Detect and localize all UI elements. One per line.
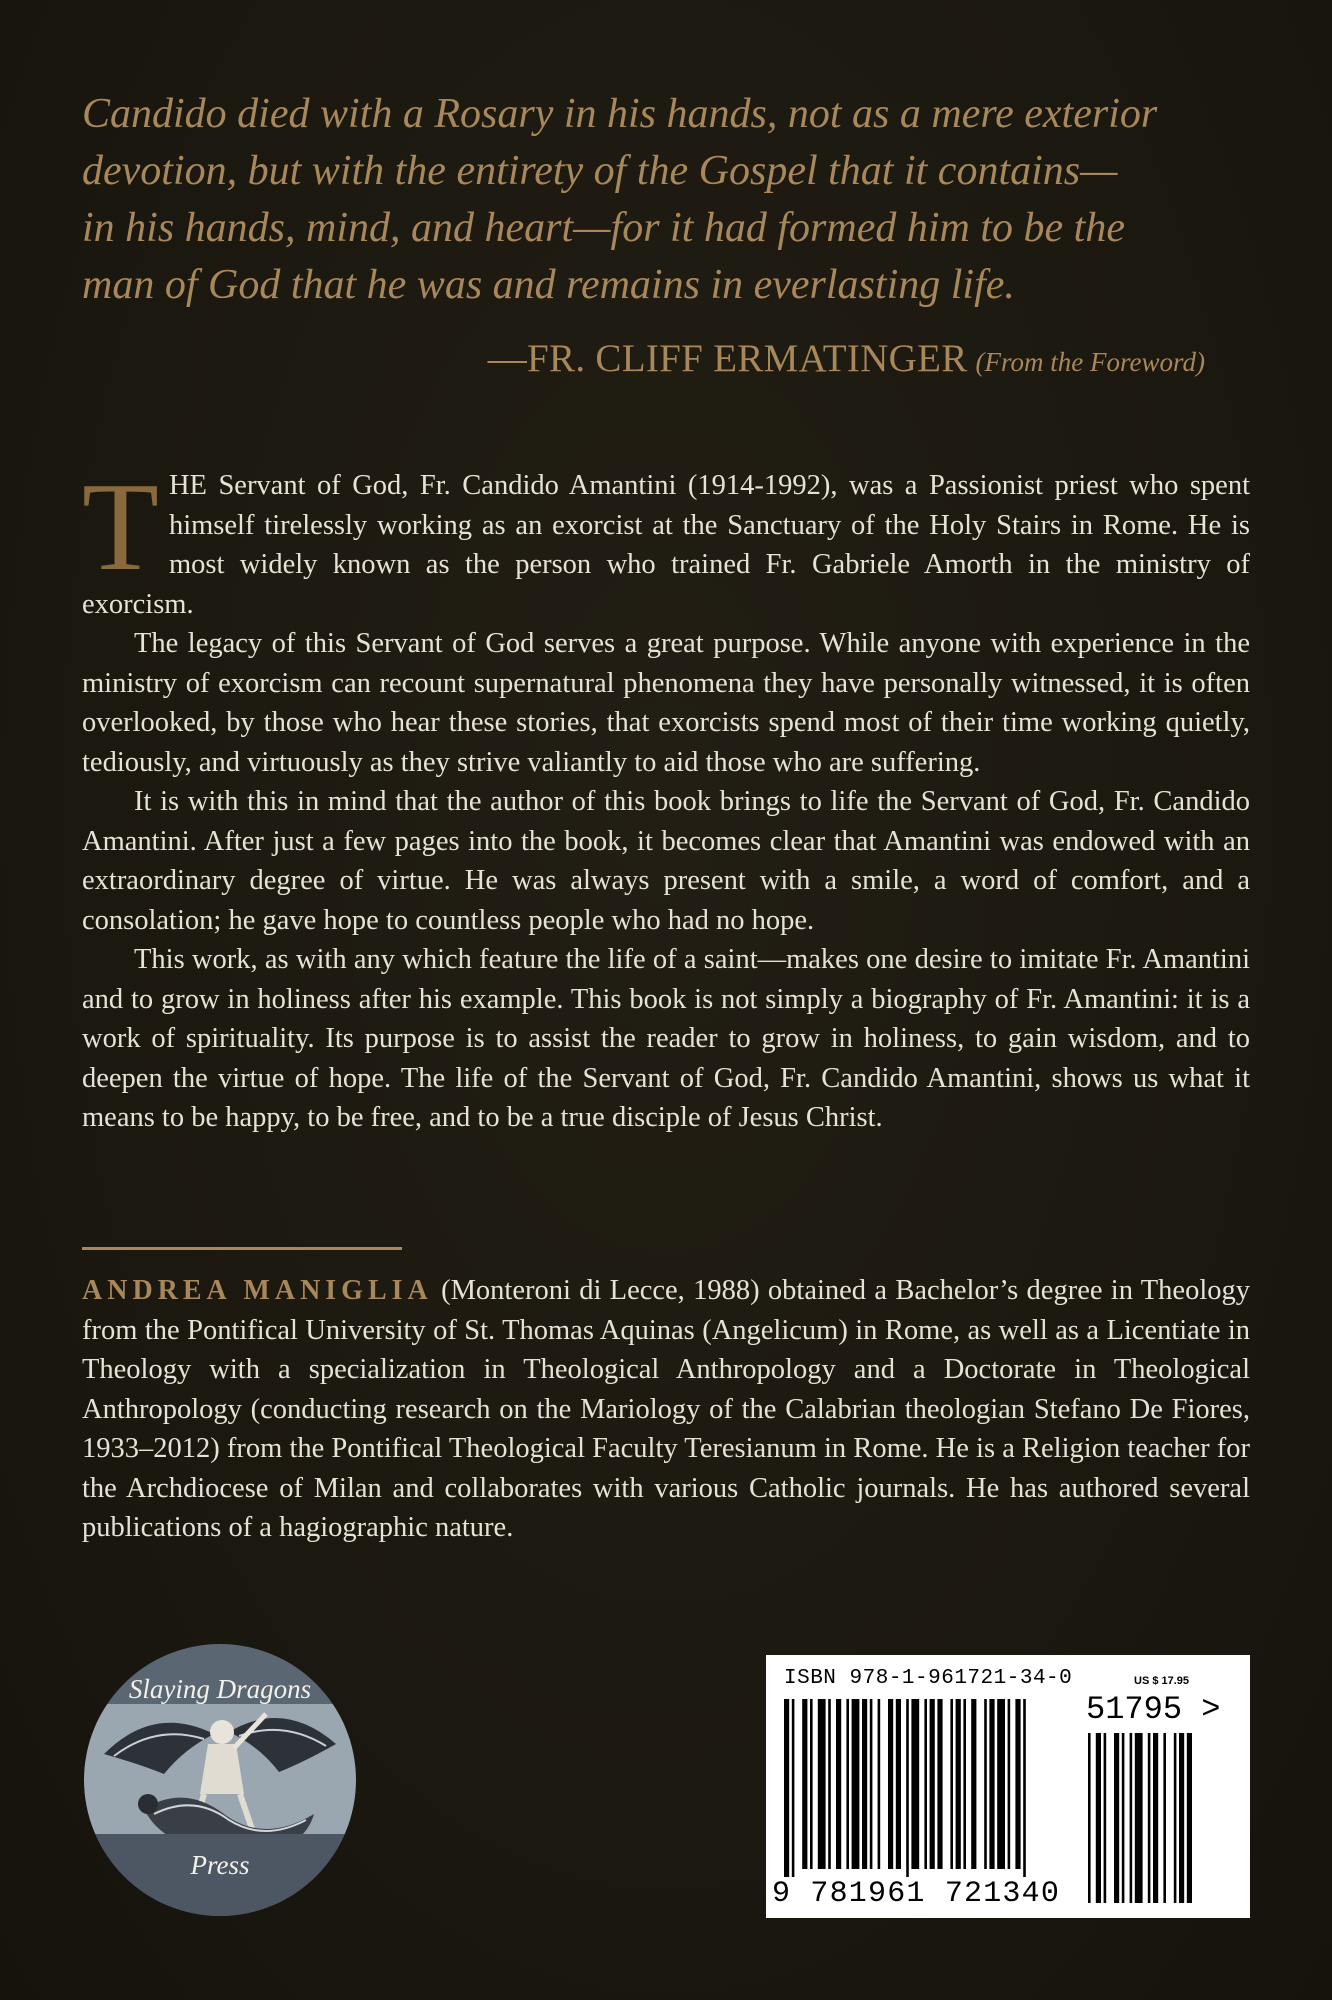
description-paragraph: The legacy of this Servant of God serves a great purpose. While anyone with experience in the ministry of exorcism can recount supernatural phenomena they have personally witnessed, it is often overlooked, by those who hear these stories, that exorcists spend most of their time working quietly, tediously, and virtuously as they strive valiantly to aid those who are suffering.: [82, 628, 1250, 778]
isbn-number: ISBN 978-1-961721-34-0: [784, 1667, 1073, 1690]
quote-line: in his hands, mind, and heart—for it had formed him to be the: [82, 205, 1125, 251]
drop-cap: T: [82, 458, 159, 597]
book-description: [82, 458, 1250, 1138]
barcode-addon-digits: 51795 >: [1086, 1691, 1221, 1728]
quote-line: Candido died with a Rosary in his hands, not as a mere exterior: [82, 91, 1158, 137]
author-bio-text: (Monteroni di Lecce, 1988) obtained a Bachelor’s degree in Theology from the Pontifical University of St. Thomas Aquinas (Angelicum) in Rome, as well as a Licentiate in Theology with a specialization in Theological Anthropology and a Doctorate in Theological Anthropology (conducting research on the Mariology of the Calabrian theologian Stefano De Fiores, 1933–2012) from the Pontifical Theological Faculty Teresianum in Rome. He is a Religion teacher for the Archdiocese of Milan and collaborates with various Catholic journals. He has authored several publications of a hagiographic nature.: [82, 1275, 1251, 1543]
barcode-digits: 9 781961 721340: [772, 1877, 1061, 1911]
foreword-quote: [82, 86, 1242, 314]
price-label: US $ 17.95: [1134, 1675, 1190, 1687]
description-paragraph: This work, as with any which feature the life of a saint—makes one desire to imitate Fr. Amantini and to grow in holiness after his example. This book is not simply a biography of Fr. Amantini: it is a work of spirituality. Its purpose is to assist the reader to grow in holiness, to gain wisdom, and to deepen the virtue of hope. The life of the Servant of God, Fr. Candido Amantini, shows us what it means to be happy, to be free, and to be a true disciple of Jesus Christ.: [82, 944, 1250, 1133]
description-paragraph: [82, 458, 1250, 624]
quote-source: (From the Foreword): [975, 347, 1205, 377]
publisher-name-top: Slaying Dragons: [128, 1674, 312, 1704]
isbn-barcode: [766, 1655, 1250, 1918]
quote-line: devotion, but with the entirety of the Gospel that it contains—: [82, 148, 1118, 194]
author-name: ANDREA MANIGLIA: [82, 1275, 433, 1306]
publisher-name-bottom: Press: [190, 1850, 250, 1880]
description-paragraph-text: HE Servant of God, Fr. Candido Amantini (1914-1992), was a Passionist priest who spent himself tirelessly working as an exorcist at the Sanctuary of the Holy Stairs in Rome. He is most widely known as the person who trained Fr. Gabriele Amorth in the ministry of exorcism.: [82, 470, 1250, 620]
quote-author: —FR. CLIFF ERMATINGER: [487, 337, 968, 380]
quote-line: man of God that he was and remains in everlasting life.: [82, 262, 1015, 308]
publisher-logo: [84, 1644, 356, 1916]
author-bio: [82, 1271, 1250, 1548]
description-paragraph: It is with this in mind that the author of this book brings to life the Servant of God, Fr. Candido Amantini. After just a few pages into the book, it becomes clear that Amantini was endowed with an extraordinary degree of virtue. He was always present with a smile, a word of comfort, and a consolation; he gave hope to countless people who had no hope.: [82, 786, 1250, 936]
quote-attribution: [455, 336, 1205, 381]
section-divider: [82, 1247, 402, 1250]
